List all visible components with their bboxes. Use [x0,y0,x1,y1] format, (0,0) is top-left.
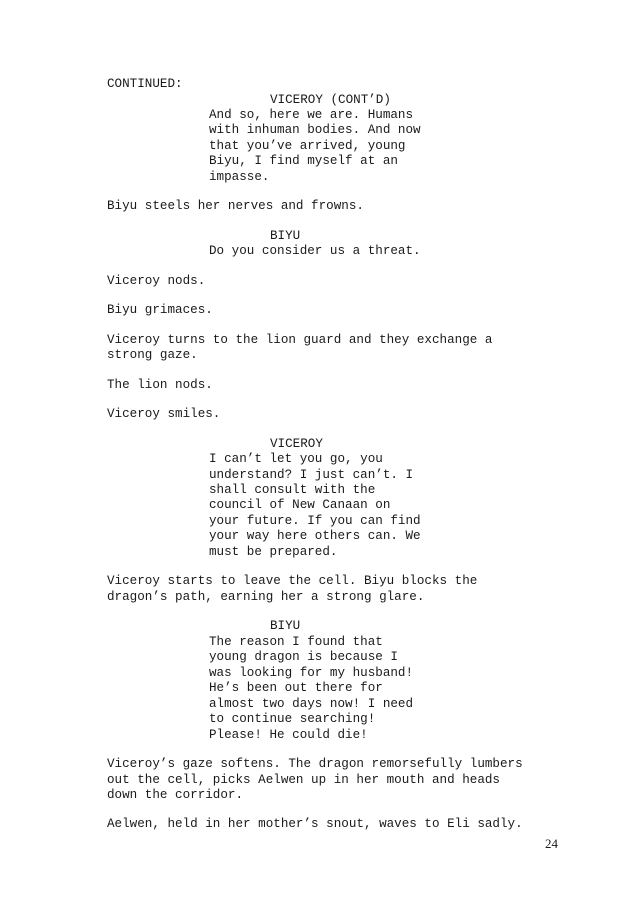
dialogue-line: impasse. [209,169,270,184]
dialogue-line: young dragon is because I [209,650,398,665]
dialogue-line: Do you consider us a threat. [209,244,421,259]
dialogue-line: understand? I just can’t. I [209,467,414,482]
character-cue: BIYU [270,619,301,634]
dialogue-line: was looking for my husband! [209,665,414,680]
action-line: Viceroy’s gaze softens. The dragon remorsefully lumbers [107,757,523,771]
action-line: The lion nods. [107,377,213,392]
action-line: strong gaze. [107,348,198,363]
action-line: Aelwen, held in her mother’s snout, waves to Eli sadly. [107,817,523,832]
action-line: out the cell, picks Aelwen up in her mouth and heads [107,772,500,787]
dialogue-line: your future. If you can find [209,513,421,528]
dialogue-line: that you’ve arrived, young [209,138,406,153]
dialogue-line: Biyu, I find myself at an [209,154,398,169]
continued-label: CONTINUED: [107,77,183,91]
dialogue-line: He’s been out there for [209,681,383,696]
dialogue-line: must be prepared. [209,544,338,559]
dialogue-line: your way here others can. We [209,529,421,544]
dialogue-line: Please! He could die! [209,727,368,742]
dialogue-line: shall consult with the [209,483,376,497]
dialogue-line: with inhuman bodies. And now [209,123,421,138]
character-cue: VICEROY (CONT’D) [270,92,391,107]
character-cue: VICEROY [270,436,323,451]
action-line: Viceroy nods. [107,273,206,288]
action-line: dragon’s path, earning her a strong glare. [107,589,425,604]
page-number: 24 [545,836,558,851]
action-line: Viceroy starts to leave the cell. Biyu blocks the [107,574,478,589]
dialogue-line: The reason I found that [209,634,383,649]
dialogue-line: And so, here we are. Humans [209,108,414,122]
dialogue-line: to continue searching! [209,712,376,727]
action-line: Biyu grimaces. [107,303,213,318]
action-line: Viceroy smiles. [107,407,221,422]
action-line: Biyu steels her nerves and frowns. [107,199,364,214]
character-cue: BIYU [270,228,301,243]
action-line: Viceroy turns to the lion guard and they exchange a [107,332,493,347]
dialogue-line: almost two days now! I need [209,696,414,711]
dialogue-line: council of New Canaan on [209,498,391,513]
dialogue-line: I can’t let you go, you [209,452,383,466]
action-line: down the corridor. [107,788,244,802]
